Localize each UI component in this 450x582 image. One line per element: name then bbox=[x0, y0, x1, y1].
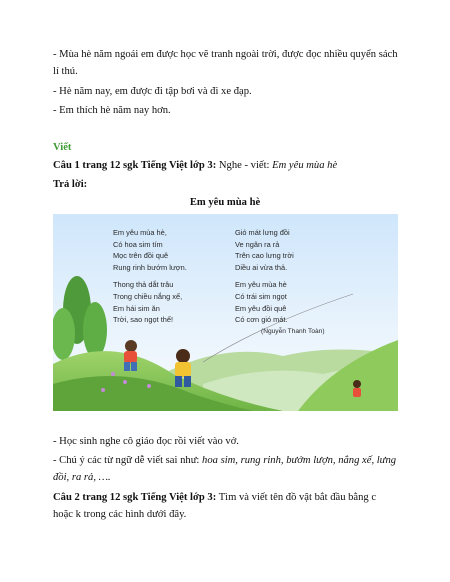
answer-label: Trả lời: bbox=[53, 179, 88, 190]
question-2 bbox=[53, 489, 398, 523]
poem-line: Gió mát lưng đồi bbox=[235, 228, 290, 237]
poem-line: Trong chiều nắng xế, bbox=[113, 291, 183, 301]
question-1-title: Em yêu mùa hè bbox=[272, 160, 338, 171]
question-1-label: Câu 1 trang 12 sgk Tiếng Việt lớp 3: bbox=[53, 160, 217, 171]
poem-line: Mọc trên đồi quê bbox=[113, 251, 169, 261]
paragraph-last-summer: - Mùa hè năm ngoái em được học vẽ tranh ngoài trời, được đọc nhiều quyển sách lí thú. bbox=[53, 49, 398, 77]
poem-line: Có trái sim ngọt bbox=[235, 291, 287, 301]
poem-line: Em yêu mùa hè bbox=[235, 280, 287, 290]
illustration-background bbox=[53, 214, 398, 411]
note-tricky-words-list: hoa sim, rung rinh, bướm lượn, nắng xế, lưng bbox=[202, 455, 397, 466]
poem-line: Diều ai vừa thả. bbox=[235, 262, 288, 272]
note-tricky-words bbox=[53, 452, 398, 486]
poem-right-column bbox=[235, 227, 325, 337]
poem-line: Thong thả dắt trâu bbox=[113, 280, 174, 290]
poem-title: Em yêu mùa hè bbox=[189, 197, 261, 208]
poem-line: Rung rinh bướm lượn. bbox=[113, 262, 187, 272]
question-2-label: Câu 2 trang 12 sgk Tiếng Việt lớp 3: bbox=[53, 492, 217, 503]
paragraph-this-summer: - Hè năm nay, em được đi tập bơi và đi xe đạp. bbox=[53, 86, 252, 97]
poem-line: Ve ngân ra rả bbox=[235, 239, 280, 249]
paragraph-preference: - Em thích hè năm nay hơn. bbox=[53, 105, 171, 116]
poem-line: Có hoa sim tím bbox=[113, 239, 163, 249]
note-listen-write: - Học sinh nghe cô giáo đọc rồi viết vào vở. bbox=[53, 436, 239, 447]
question-1 bbox=[53, 157, 398, 174]
poem-line: Trên cao lưng trời bbox=[235, 251, 294, 261]
note-tricky-words-prefix: - Chú ý các từ ngữ dễ viết sai như: bbox=[53, 455, 203, 466]
poem-line: Em yêu đồi quê bbox=[235, 303, 287, 313]
poem-line: Có cơn gió mát. bbox=[235, 315, 288, 325]
poem-left-column bbox=[113, 227, 187, 326]
poem-line: Trời, sao ngọt thế! bbox=[113, 315, 174, 325]
poem-line: Em hái sim ăn bbox=[113, 303, 160, 313]
note-tricky-words-list-cont: đồi, ra rả, …. bbox=[53, 472, 111, 483]
poem-line: Em yêu mùa hè, bbox=[113, 228, 167, 237]
section-heading: Viết bbox=[53, 142, 72, 153]
question-2-text: Tìm và viết tên đồ vật bắt đầu bằng c hoặc k trong các hình dưới đây. bbox=[53, 492, 377, 520]
poem-author: (Nguyễn Thanh Toàn) bbox=[261, 327, 325, 335]
poem-illustration bbox=[53, 214, 398, 411]
question-1-text: Nghe - viết: bbox=[216, 160, 273, 171]
